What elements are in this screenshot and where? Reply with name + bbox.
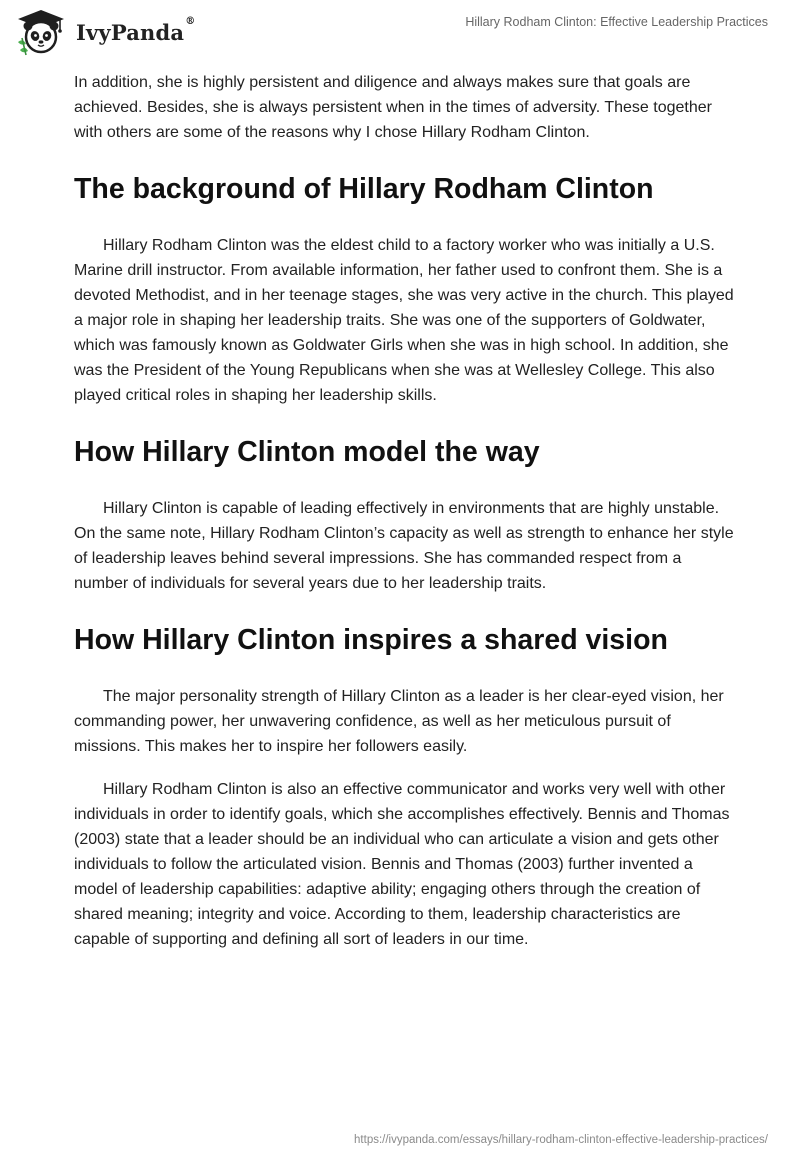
logo-wordmark: IvyPanda®	[76, 15, 196, 45]
section-paragraph: The major personality strength of Hillary Clinton as a leader is her clear-eyed vision, her commanding power, her unwavering confidence, as well as her meticulous pursuit of missions. This makes her to inspire her followers easily.	[74, 688, 724, 755]
section-heading-background: The background of Hillary Rodham Clinton	[74, 173, 654, 205]
section-heading-model-the-way: How Hillary Clinton model the way	[74, 436, 540, 468]
registered-mark: ®	[185, 15, 196, 27]
essay-content	[74, 70, 734, 966]
page-header	[0, 0, 800, 64]
document-title: Hillary Rodham Clinton: Effective Leadership Practices	[465, 15, 768, 29]
section-paragraph: Hillary Rodham Clinton was the eldest child to a factory worker who was initially a U.S. Marine drill instructor. From available information, her father used to confront them. She is a devoted Methodist, and in her teenage stages, she was very active in the church. This played a major role in shaping her leadership traits. She was one of the supporters of Goldwater, which was famously known as Goldwater Girls when she was in high school. In addition, she was the President of the Young Republicans when she was at Wellesley College. This also played critical roles in shaping her leadership skills.	[74, 237, 734, 404]
section-paragraph: Hillary Rodham Clinton is also an effective communicator and works very well with other individuals in order to identify goals, which she accomplishes effectively. Bennis and Thomas (2003) state that a leader should be an individual who can articulate a vision and gets other individuals to follow the articulated vision. Bennis and Thomas (2003) further invented a model of leadership capabilities: adaptive ability; engaging others through the creation of shared meaning; integrity and voice. According to them, leadership characteristics are capable of supporting and defining all sort of leaders in our time.	[74, 781, 730, 948]
section-paragraph: Hillary Clinton is capable of leading effectively in environments that are highly unstable. On the same note, Hillary Rodham Clinton’s capacity as well as strength to enhance her style of leadership leaves behind several impressions. She has commanded respect from a number of individuals for several years due to her leadership traits.	[74, 500, 734, 592]
source-url[interactable]: https://ivypanda.com/essays/hillary-rodham-clinton-effective-leadership-practices/	[354, 1134, 768, 1146]
section-heading-shared-vision: How Hillary Clinton inspires a shared vision	[74, 624, 668, 656]
panda-graduation-cap-icon	[14, 8, 68, 56]
ivypanda-logo[interactable]	[14, 8, 195, 56]
intro-paragraph: In addition, she is highly persistent and diligence and always makes sure that goals are achieved. Besides, she is always persistent when in the times of adversity. These together with others are some of the reasons why I chose Hillary Rodham Clinton.	[74, 74, 712, 141]
